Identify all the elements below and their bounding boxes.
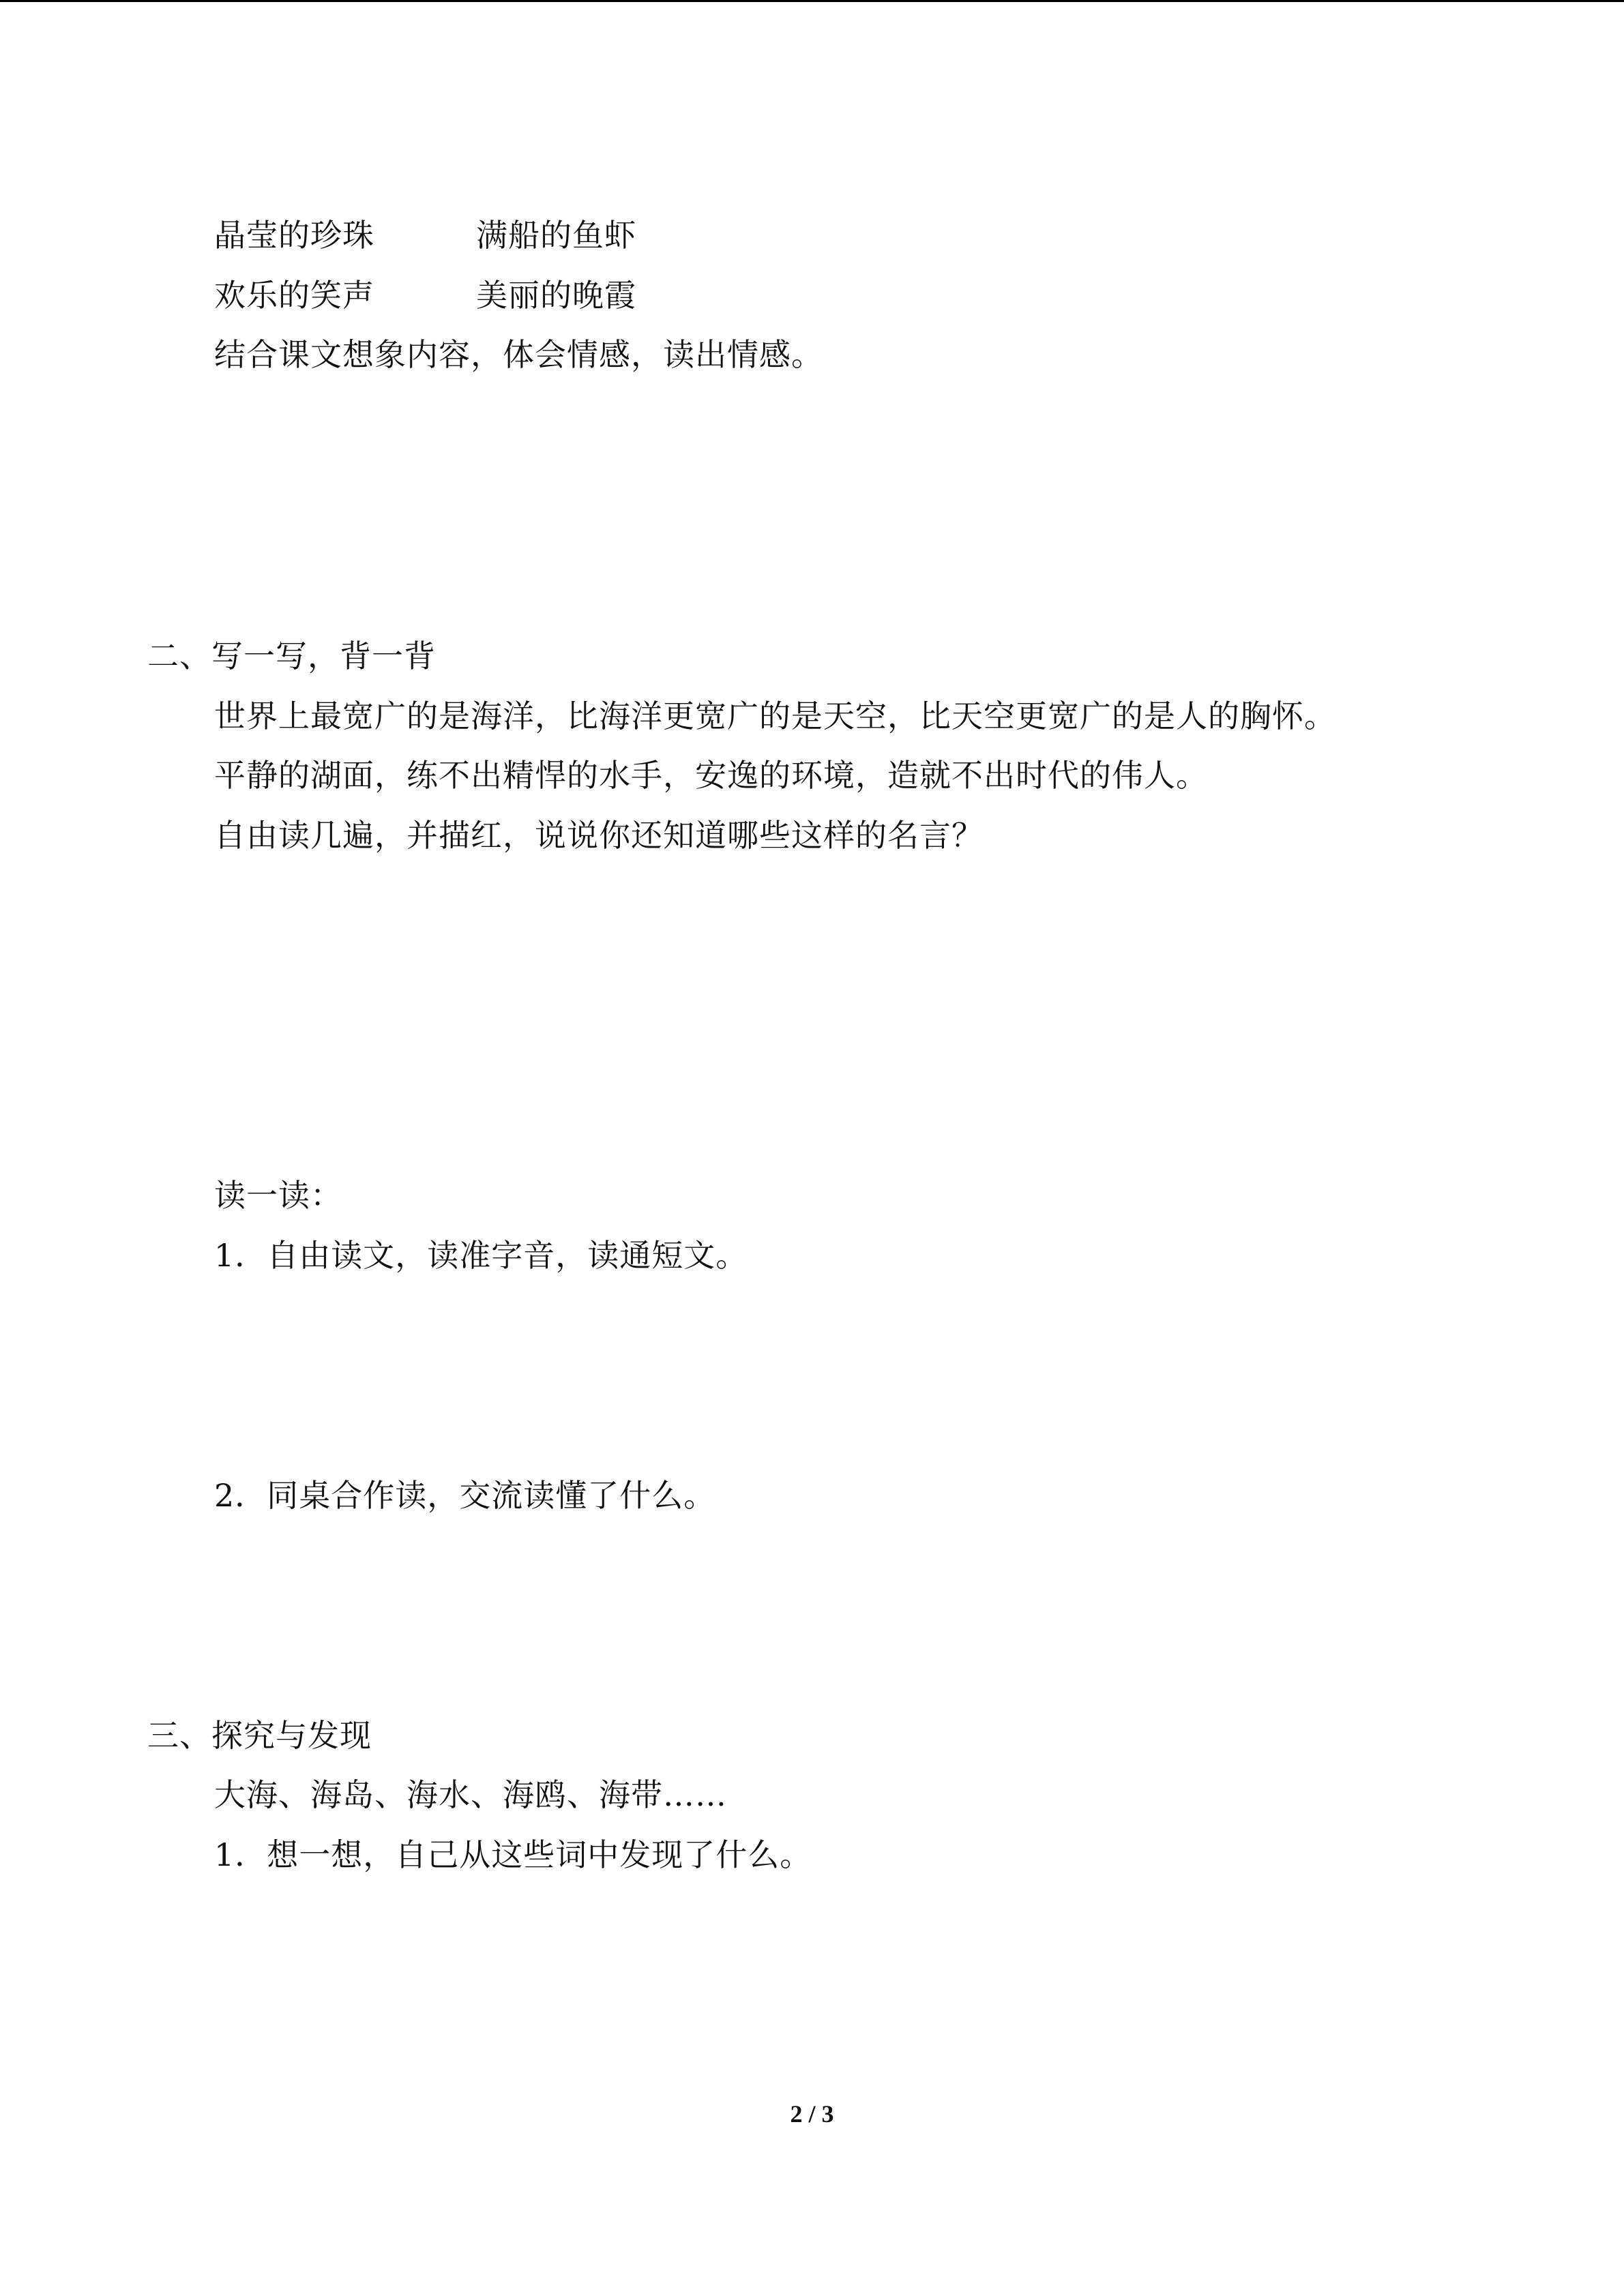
section2-prompt: 自由读几遍，并描红，说说你还知道哪些这样的名言？ xyxy=(214,817,984,854)
word-pair-right: 满船的鱼虾 xyxy=(476,217,636,254)
word-pair-right: 美丽的晚霞 xyxy=(476,277,636,314)
quote-1: 世界上最宽广的是海洋，比海洋更宽广的是天空，比天空更宽广的是人的胸怀。 xyxy=(214,698,1336,734)
read-title: 读一读： xyxy=(214,1177,342,1214)
section3-heading: 三、探究与发现 xyxy=(147,1717,372,1754)
section2-heading: 二、写一写，背一背 xyxy=(147,638,436,674)
read-item-2: 2．同桌合作读，交流读懂了什么。 xyxy=(214,1477,716,1514)
section1-instruction: 结合课文想象内容，体会情感，读出情感。 xyxy=(214,336,823,373)
section3-words: 大海、海岛、海水、海鸥、海带…… xyxy=(214,1776,727,1813)
page-number: 2 / 3 xyxy=(790,2100,834,2128)
read-item-1: 1．自由读文，读准字音，读通短文。 xyxy=(214,1237,748,1274)
word-pair-left: 晶莹的珍珠 xyxy=(214,217,374,254)
word-pair-left: 欢乐的笑声 xyxy=(214,277,374,314)
top-border-rule xyxy=(0,0,1624,2)
section3-item-1: 1．想一想，自己从这些词中发现了什么。 xyxy=(214,1836,812,1873)
quote-2: 平静的湖面，练不出精悍的水手，安逸的环境，造就不出时代的伟人。 xyxy=(214,757,1208,794)
